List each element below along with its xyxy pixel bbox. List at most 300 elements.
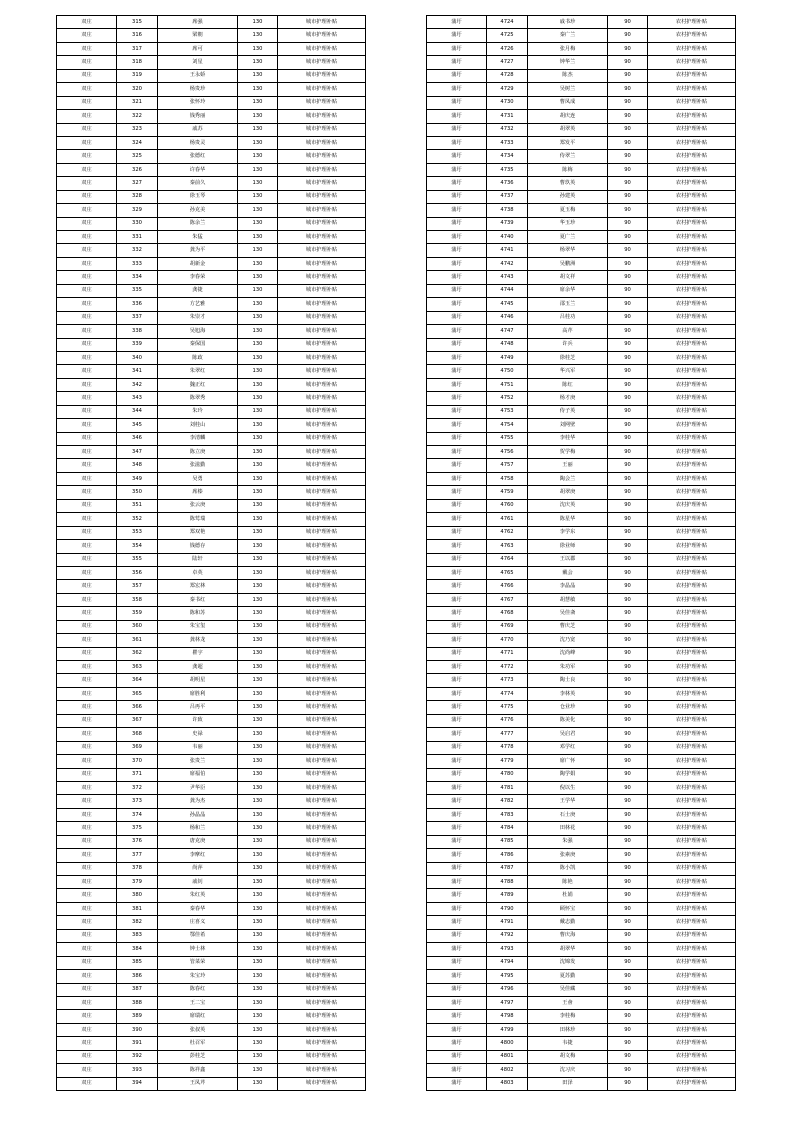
- table-row: [427, 338, 736, 351]
- amount-cell: 130: [238, 1077, 278, 1090]
- name-cell: 顾怀宝: [528, 902, 608, 915]
- amount-cell: 130: [238, 607, 278, 620]
- table-row: [427, 876, 736, 889]
- table-row: [57, 876, 366, 889]
- name-cell: 钟华兰: [528, 56, 608, 69]
- number-cell: 315: [117, 16, 158, 29]
- category-cell: 农村护理补贴: [648, 459, 736, 472]
- category-cell: 农村护理补贴: [648, 163, 736, 176]
- region-cell: 双庄: [57, 42, 117, 55]
- name-cell: 席余华: [528, 284, 608, 297]
- category-cell: 农村护理补贴: [648, 351, 736, 364]
- region-cell: 蒲圩: [427, 136, 487, 149]
- amount-cell: 130: [238, 110, 278, 123]
- number-cell: 4749: [487, 351, 528, 364]
- name-cell: 曹庆芝: [528, 620, 608, 633]
- amount-cell: 90: [608, 768, 648, 781]
- category-cell: 城市护理补贴: [278, 849, 366, 862]
- amount-cell: 90: [608, 808, 648, 821]
- name-cell: 钟士林: [158, 943, 238, 956]
- number-cell: 4797: [487, 996, 528, 1009]
- name-cell: 尹华臣: [158, 781, 238, 794]
- region-cell: 双庄: [57, 217, 117, 230]
- table-row: [427, 781, 736, 794]
- number-cell: 4760: [487, 499, 528, 512]
- amount-cell: 130: [238, 190, 278, 203]
- category-cell: 城市护理补贴: [278, 983, 366, 996]
- name-cell: 龚为杰: [158, 795, 238, 808]
- table-row: [57, 163, 366, 176]
- region-cell: 蒲圩: [427, 1023, 487, 1036]
- number-cell: 4763: [487, 540, 528, 553]
- table-row: [57, 325, 366, 338]
- name-cell: 徐桂芝: [528, 351, 608, 364]
- category-cell: 城市护理补贴: [278, 607, 366, 620]
- region-cell: 双庄: [57, 298, 117, 311]
- table-row: [427, 862, 736, 875]
- category-cell: 农村护理补贴: [648, 728, 736, 741]
- amount-cell: 130: [238, 781, 278, 794]
- table-row: [57, 714, 366, 727]
- amount-cell: 90: [608, 956, 648, 969]
- amount-cell: 130: [238, 136, 278, 149]
- table-row: [427, 177, 736, 190]
- table-row: [427, 123, 736, 136]
- region-cell: 蒲圩: [427, 687, 487, 700]
- name-cell: 田林珍: [528, 1023, 608, 1036]
- region-cell: 双庄: [57, 56, 117, 69]
- region-cell: 蒲圩: [427, 459, 487, 472]
- name-cell: 胡庆连: [528, 110, 608, 123]
- amount-cell: 130: [238, 298, 278, 311]
- amount-cell: 130: [238, 499, 278, 512]
- table-row: [57, 96, 366, 109]
- region-cell: 蒲圩: [427, 970, 487, 983]
- name-cell: 吴启君: [528, 728, 608, 741]
- amount-cell: 130: [238, 687, 278, 700]
- name-cell: 石士庚: [528, 808, 608, 821]
- region-cell: 蒲圩: [427, 607, 487, 620]
- name-cell: 方艺雅: [158, 298, 238, 311]
- table-row: [57, 1023, 366, 1036]
- category-cell: 农村护理补贴: [648, 486, 736, 499]
- category-cell: 农村护理补贴: [648, 849, 736, 862]
- region-cell: 双庄: [57, 190, 117, 203]
- table-row: [57, 929, 366, 942]
- name-cell: 龚为平: [158, 244, 238, 257]
- region-cell: 双庄: [57, 110, 117, 123]
- table-row: [57, 661, 366, 674]
- category-cell: 城市护理补贴: [278, 190, 366, 203]
- table-row: [57, 768, 366, 781]
- table-row: [57, 432, 366, 445]
- number-cell: 373: [117, 795, 158, 808]
- region-cell: 蒲圩: [427, 257, 487, 270]
- table-row: [427, 419, 736, 432]
- category-cell: 农村护理补贴: [648, 661, 736, 674]
- number-cell: 355: [117, 553, 158, 566]
- number-cell: 4775: [487, 701, 528, 714]
- table-row: [427, 943, 736, 956]
- table-row: [427, 849, 736, 862]
- region-cell: 双庄: [57, 593, 117, 606]
- amount-cell: 90: [608, 540, 648, 553]
- amount-cell: 90: [608, 943, 648, 956]
- table-row: [427, 970, 736, 983]
- category-cell: 城市护理补贴: [278, 150, 366, 163]
- category-cell: 城市护理补贴: [278, 459, 366, 472]
- category-cell: 农村护理补贴: [648, 257, 736, 270]
- category-cell: 城市护理补贴: [278, 244, 366, 257]
- region-cell: 双庄: [57, 620, 117, 633]
- number-cell: 349: [117, 472, 158, 485]
- table-row: [57, 499, 366, 512]
- table-row: [427, 325, 736, 338]
- table-row: [57, 862, 366, 875]
- name-cell: 龚超: [158, 661, 238, 674]
- region-cell: 蒲圩: [427, 876, 487, 889]
- name-cell: 张月梅: [528, 42, 608, 55]
- name-cell: 杜召军: [158, 1037, 238, 1050]
- table-row: [427, 674, 736, 687]
- region-cell: 蒲圩: [427, 1010, 487, 1023]
- table-row: [57, 298, 366, 311]
- number-cell: 4728: [487, 69, 528, 82]
- number-cell: 380: [117, 889, 158, 902]
- category-cell: 城市护理补贴: [278, 163, 366, 176]
- name-cell: 张怀玲: [158, 96, 238, 109]
- table-row: [427, 405, 736, 418]
- table-row: [427, 257, 736, 270]
- number-cell: 4737: [487, 190, 528, 203]
- table-row: [57, 177, 366, 190]
- name-cell: 王丽: [528, 459, 608, 472]
- category-cell: 农村护理补贴: [648, 325, 736, 338]
- category-cell: 农村护理补贴: [648, 741, 736, 754]
- amount-cell: 130: [238, 96, 278, 109]
- amount-cell: 130: [238, 943, 278, 956]
- table-row: [57, 513, 366, 526]
- amount-cell: 130: [238, 661, 278, 674]
- region-cell: 双庄: [57, 540, 117, 553]
- table-row: [57, 311, 366, 324]
- category-cell: 农村护理补贴: [648, 822, 736, 835]
- number-cell: 4731: [487, 110, 528, 123]
- number-cell: 393: [117, 1064, 158, 1077]
- region-cell: 双庄: [57, 1023, 117, 1036]
- table-row: [427, 231, 736, 244]
- amount-cell: 90: [608, 217, 648, 230]
- amount-cell: 90: [608, 499, 648, 512]
- number-cell: 4726: [487, 42, 528, 55]
- left-subsidy-table: [56, 15, 366, 1091]
- number-cell: 317: [117, 42, 158, 55]
- category-cell: 城市护理补贴: [278, 177, 366, 190]
- table-row: [427, 1064, 736, 1077]
- name-cell: 徐玉琴: [158, 190, 238, 203]
- name-cell: 沈习庆: [528, 1064, 608, 1077]
- table-row: [427, 741, 736, 754]
- amount-cell: 90: [608, 647, 648, 660]
- category-cell: 农村护理补贴: [648, 701, 736, 714]
- number-cell: 376: [117, 835, 158, 848]
- amount-cell: 130: [238, 351, 278, 364]
- region-cell: 蒲圩: [427, 728, 487, 741]
- region-cell: 双庄: [57, 983, 117, 996]
- table-row: [427, 929, 736, 942]
- number-cell: 362: [117, 647, 158, 660]
- region-cell: 蒲圩: [427, 526, 487, 539]
- number-cell: 384: [117, 943, 158, 956]
- category-cell: 农村护理补贴: [648, 580, 736, 593]
- amount-cell: 90: [608, 701, 648, 714]
- region-cell: 双庄: [57, 123, 117, 136]
- number-cell: 324: [117, 136, 158, 149]
- number-cell: 4752: [487, 392, 528, 405]
- name-cell: 吕再平: [158, 701, 238, 714]
- table-row: [57, 459, 366, 472]
- region-cell: 蒲圩: [427, 419, 487, 432]
- amount-cell: 130: [238, 271, 278, 284]
- name-cell: 龚捷: [158, 284, 238, 297]
- category-cell: 城市护理补贴: [278, 123, 366, 136]
- name-cell: 王以郡: [528, 553, 608, 566]
- category-cell: 农村护理补贴: [648, 902, 736, 915]
- region-cell: 蒲圩: [427, 647, 487, 660]
- name-cell: 杨才庚: [528, 392, 608, 405]
- name-cell: 曹玖英: [528, 177, 608, 190]
- number-cell: 4751: [487, 378, 528, 391]
- category-cell: 城市护理补贴: [278, 311, 366, 324]
- table-row: [427, 1050, 736, 1063]
- amount-cell: 90: [608, 1064, 648, 1077]
- number-cell: 4777: [487, 728, 528, 741]
- amount-cell: 90: [608, 741, 648, 754]
- amount-cell: 130: [238, 486, 278, 499]
- table-row: [57, 190, 366, 203]
- name-cell: 陈翠秀: [158, 392, 238, 405]
- region-cell: 蒲圩: [427, 795, 487, 808]
- category-cell: 城市护理补贴: [278, 1023, 366, 1036]
- table-row: [427, 499, 736, 512]
- name-cell: 陈艳: [528, 876, 608, 889]
- number-cell: 4789: [487, 889, 528, 902]
- number-cell: 4787: [487, 862, 528, 875]
- name-cell: 侍子英: [528, 405, 608, 418]
- name-cell: 梁朝: [158, 29, 238, 42]
- amount-cell: 130: [238, 956, 278, 969]
- number-cell: 4795: [487, 970, 528, 983]
- category-cell: 农村护理补贴: [648, 553, 736, 566]
- table-row: [427, 822, 736, 835]
- name-cell: 陈梅: [528, 163, 608, 176]
- number-cell: 342: [117, 378, 158, 391]
- number-cell: 340: [117, 351, 158, 364]
- number-cell: 390: [117, 1023, 158, 1036]
- category-cell: 城市护理补贴: [278, 257, 366, 270]
- table-row: [57, 970, 366, 983]
- amount-cell: 90: [608, 1077, 648, 1090]
- name-cell: 陆轩: [158, 553, 238, 566]
- table-row: [57, 231, 366, 244]
- amount-cell: 130: [238, 580, 278, 593]
- category-cell: 农村护理补贴: [648, 69, 736, 82]
- number-cell: 330: [117, 217, 158, 230]
- table-row: [57, 69, 366, 82]
- amount-cell: 90: [608, 150, 648, 163]
- table-row: [57, 580, 366, 593]
- number-cell: 388: [117, 996, 158, 1009]
- category-cell: 城市护理补贴: [278, 687, 366, 700]
- amount-cell: 90: [608, 795, 648, 808]
- category-cell: 城市护理补贴: [278, 620, 366, 633]
- number-cell: 327: [117, 177, 158, 190]
- category-cell: 农村护理补贴: [648, 365, 736, 378]
- name-cell: 王二宝: [158, 996, 238, 1009]
- name-cell: 李春荣: [158, 271, 238, 284]
- category-cell: 农村护理补贴: [648, 177, 736, 190]
- table-row: [427, 1010, 736, 1023]
- category-cell: 城市护理补贴: [278, 365, 366, 378]
- category-cell: 城市护理补贴: [278, 378, 366, 391]
- category-cell: 城市护理补贴: [278, 781, 366, 794]
- region-cell: 蒲圩: [427, 540, 487, 553]
- amount-cell: 90: [608, 970, 648, 983]
- amount-cell: 130: [238, 69, 278, 82]
- amount-cell: 90: [608, 392, 648, 405]
- table-row: [427, 446, 736, 459]
- table-row: [57, 983, 366, 996]
- number-cell: 4745: [487, 298, 528, 311]
- table-row: [57, 835, 366, 848]
- amount-cell: 130: [238, 163, 278, 176]
- table-row: [427, 136, 736, 149]
- category-cell: 农村护理补贴: [648, 1064, 736, 1077]
- amount-cell: 130: [238, 526, 278, 539]
- table-row: [427, 996, 736, 1009]
- number-cell: 4725: [487, 29, 528, 42]
- amount-cell: 130: [238, 405, 278, 418]
- number-cell: 347: [117, 446, 158, 459]
- table-row: [427, 553, 736, 566]
- category-cell: 城市护理补贴: [278, 83, 366, 96]
- region-cell: 双庄: [57, 325, 117, 338]
- category-cell: 农村护理补贴: [648, 768, 736, 781]
- region-cell: 蒲圩: [427, 499, 487, 512]
- region-cell: 双庄: [57, 513, 117, 526]
- name-cell: 吴旭海: [158, 325, 238, 338]
- amount-cell: 90: [608, 351, 648, 364]
- region-cell: 双庄: [57, 244, 117, 257]
- category-cell: 农村护理补贴: [648, 956, 736, 969]
- name-cell: 许致: [158, 714, 238, 727]
- number-cell: 4771: [487, 647, 528, 660]
- name-cell: 夏广兰: [528, 231, 608, 244]
- name-cell: 胡新金: [158, 257, 238, 270]
- category-cell: 农村护理补贴: [648, 271, 736, 284]
- table-row: [57, 446, 366, 459]
- category-cell: 农村护理补贴: [648, 970, 736, 983]
- category-cell: 农村护理补贴: [648, 593, 736, 606]
- name-cell: 邓学红: [528, 741, 608, 754]
- region-cell: 双庄: [57, 835, 117, 848]
- name-cell: 曹庆海: [528, 929, 608, 942]
- table-row: [57, 607, 366, 620]
- number-cell: 343: [117, 392, 158, 405]
- category-cell: 农村护理补贴: [648, 862, 736, 875]
- region-cell: 蒲圩: [427, 983, 487, 996]
- amount-cell: 130: [238, 177, 278, 190]
- number-cell: 4739: [487, 217, 528, 230]
- category-cell: 城市护理补贴: [278, 204, 366, 217]
- region-cell: 蒲圩: [427, 835, 487, 848]
- number-cell: 4742: [487, 257, 528, 270]
- name-cell: 朱宝玺: [158, 620, 238, 633]
- number-cell: 366: [117, 701, 158, 714]
- name-cell: 王會: [528, 996, 608, 1009]
- number-cell: 4782: [487, 795, 528, 808]
- name-cell: 沈尚峰: [528, 647, 608, 660]
- category-cell: 农村护理补贴: [648, 42, 736, 55]
- category-cell: 农村护理补贴: [648, 674, 736, 687]
- name-cell: 沈庆英: [528, 499, 608, 512]
- table-row: [57, 540, 366, 553]
- category-cell: 农村护理补贴: [648, 1023, 736, 1036]
- region-cell: 双庄: [57, 808, 117, 821]
- amount-cell: 90: [608, 163, 648, 176]
- amount-cell: 90: [608, 607, 648, 620]
- number-cell: 344: [117, 405, 158, 418]
- number-cell: 4800: [487, 1037, 528, 1050]
- amount-cell: 90: [608, 674, 648, 687]
- region-cell: 双庄: [57, 163, 117, 176]
- table-row: [427, 795, 736, 808]
- category-cell: 城市护理补贴: [278, 566, 366, 579]
- table-row: [57, 56, 366, 69]
- amount-cell: 130: [238, 983, 278, 996]
- category-cell: 农村护理补贴: [648, 446, 736, 459]
- table-row: [427, 351, 736, 364]
- name-cell: 华玉珍: [528, 217, 608, 230]
- region-cell: 蒲圩: [427, 271, 487, 284]
- amount-cell: 90: [608, 311, 648, 324]
- region-cell: 蒲圩: [427, 902, 487, 915]
- amount-cell: 90: [608, 661, 648, 674]
- amount-cell: 90: [608, 459, 648, 472]
- name-cell: 张云庚: [158, 499, 238, 512]
- number-cell: 4736: [487, 177, 528, 190]
- category-cell: 农村护理补贴: [648, 217, 736, 230]
- region-cell: 双庄: [57, 499, 117, 512]
- amount-cell: 130: [238, 1064, 278, 1077]
- name-cell: 韦捷: [528, 1037, 608, 1050]
- amount-cell: 90: [608, 231, 648, 244]
- region-cell: 双庄: [57, 284, 117, 297]
- table-row: [427, 728, 736, 741]
- region-cell: 蒲圩: [427, 956, 487, 969]
- region-cell: 蒲圩: [427, 325, 487, 338]
- region-cell: 蒲圩: [427, 1037, 487, 1050]
- amount-cell: 130: [238, 593, 278, 606]
- category-cell: 城市护理补贴: [278, 593, 366, 606]
- right-subsidy-table: [426, 15, 736, 1091]
- number-cell: 4802: [487, 1064, 528, 1077]
- name-cell: 陈莺瑞: [158, 513, 238, 526]
- name-cell: 秦书红: [158, 593, 238, 606]
- table-row: [57, 889, 366, 902]
- name-cell: 席广怀: [528, 755, 608, 768]
- number-cell: 4724: [487, 16, 528, 29]
